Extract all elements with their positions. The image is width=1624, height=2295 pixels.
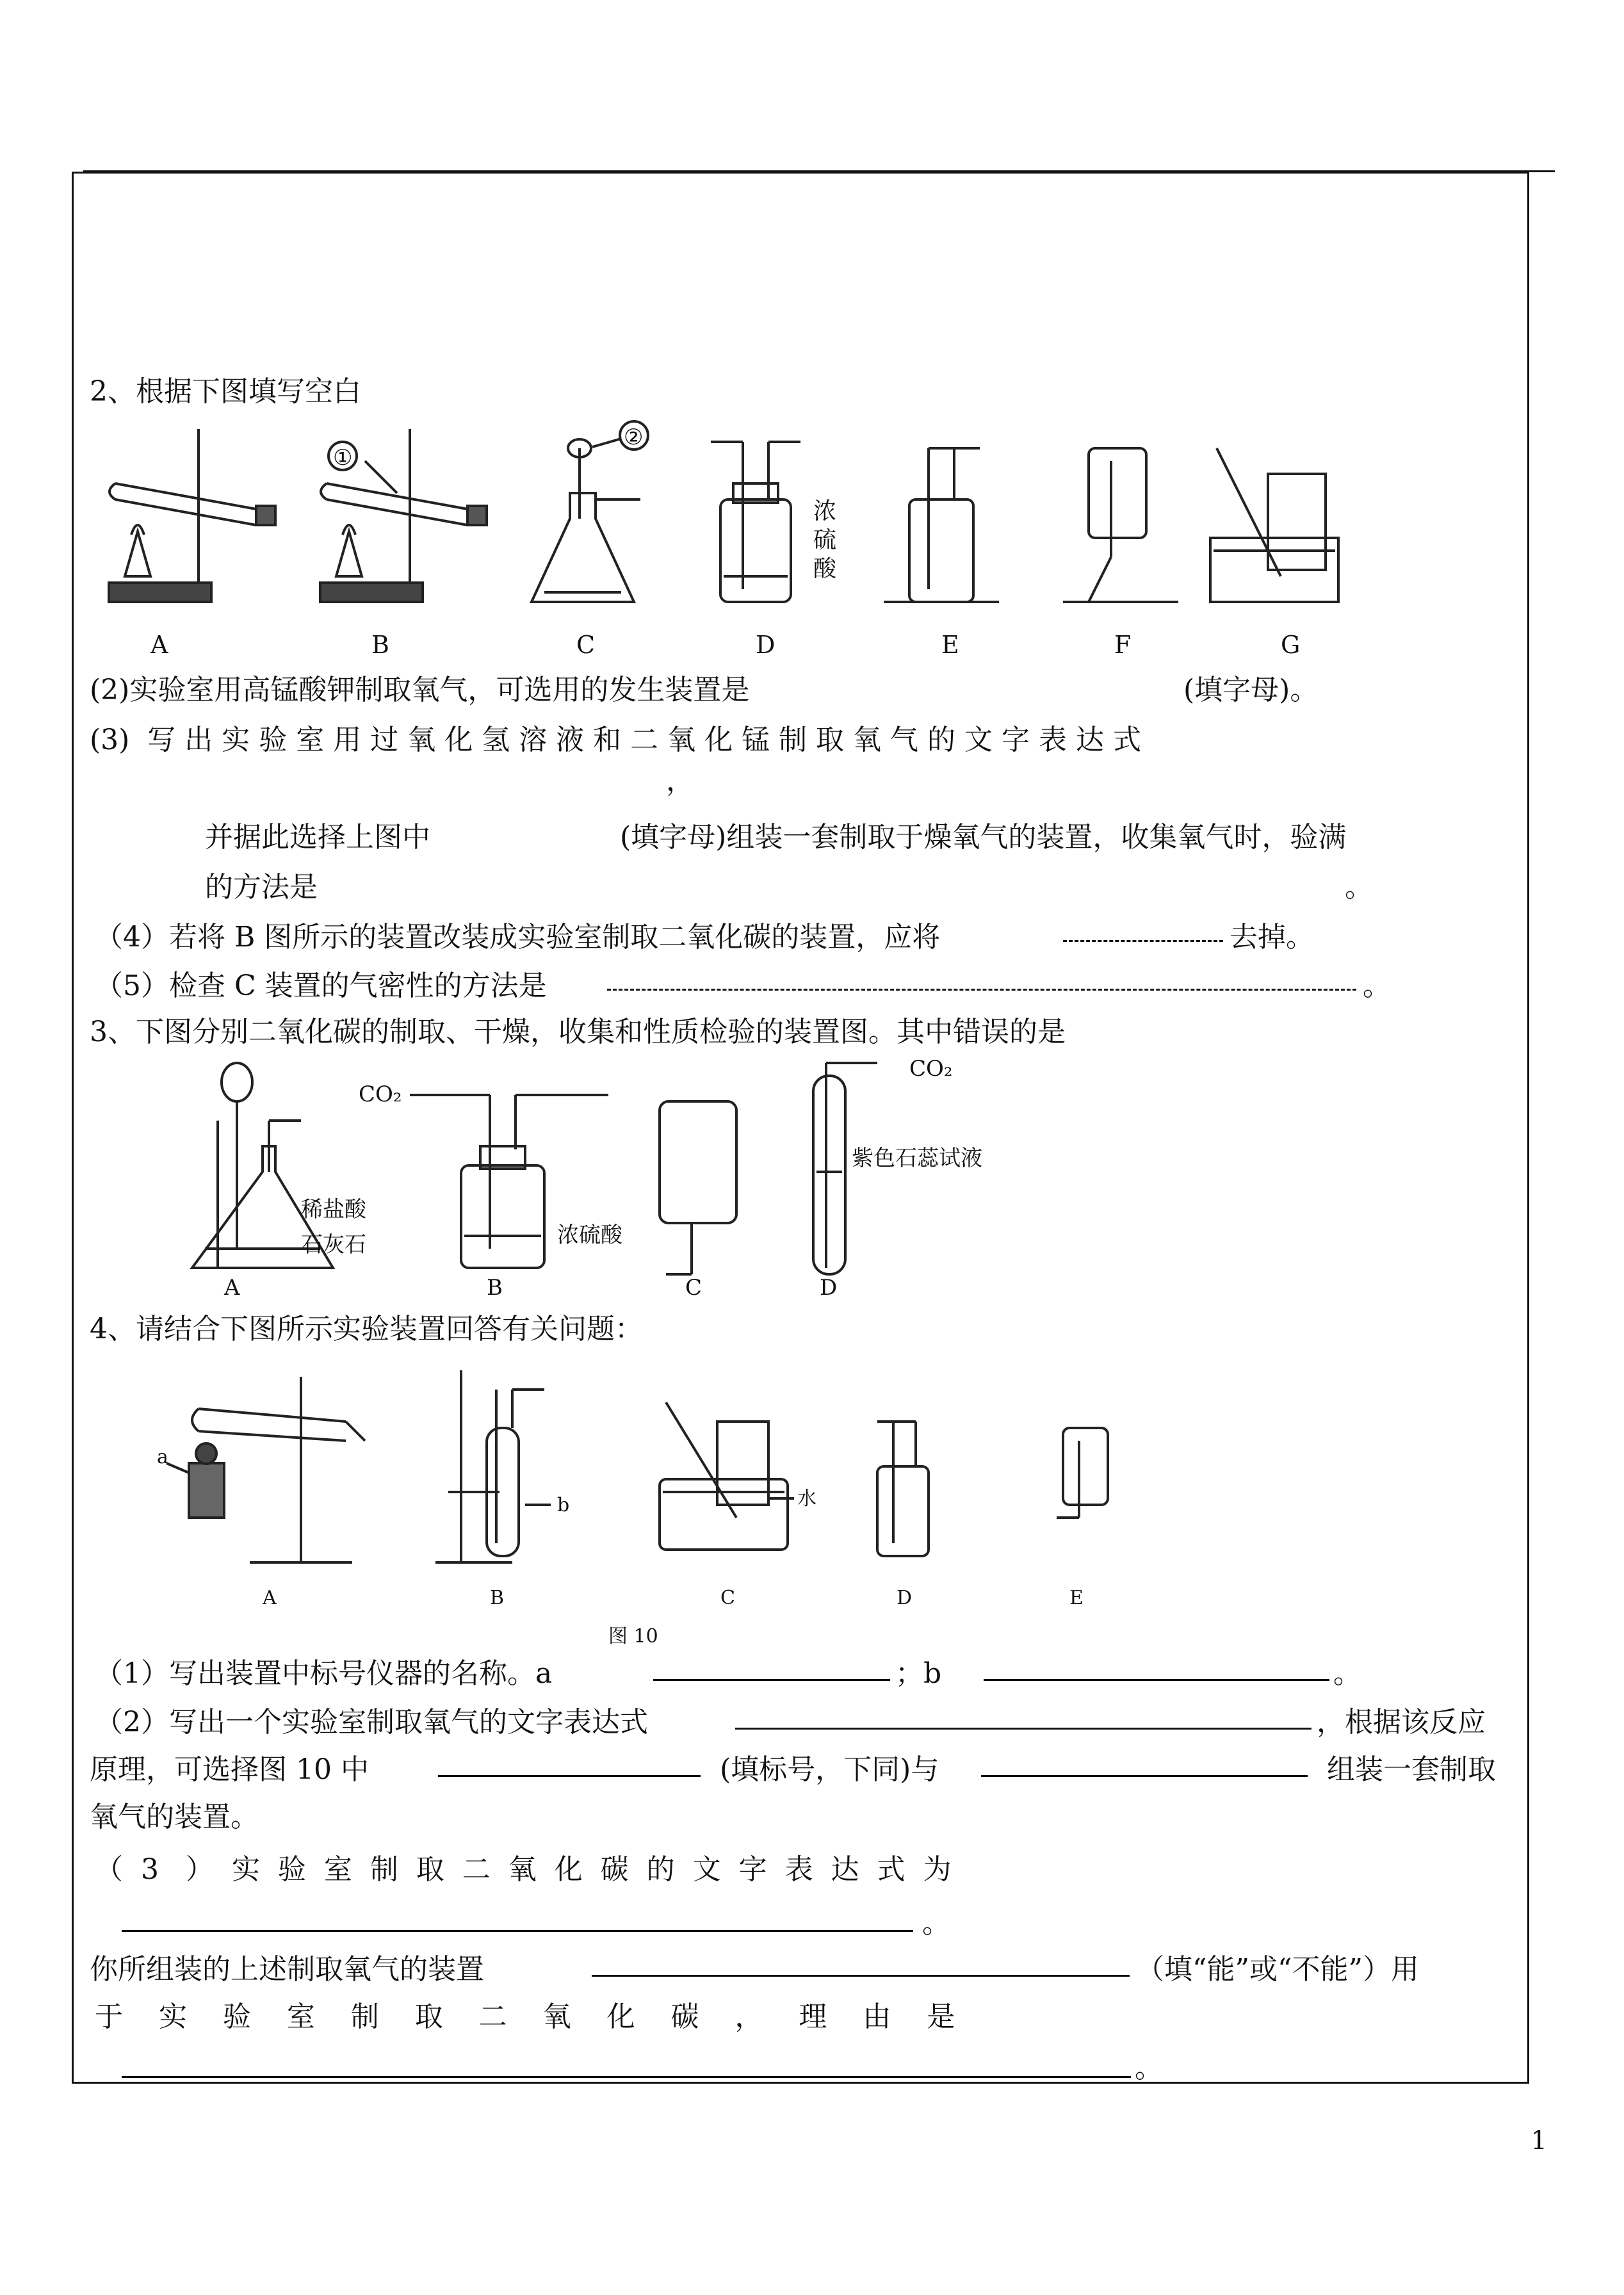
q2-part4-text: （4）若将 B 图所示的装置改装成实验室制取二氧化碳的装置，应将 bbox=[95, 921, 941, 953]
q4-s1-b: ；b bbox=[895, 1657, 942, 1690]
apparatus-g-water-trough bbox=[1210, 448, 1338, 602]
label-d: D bbox=[756, 631, 775, 659]
q2-part3-assemble: (填字母)组装一套制取于燥氧气的装置，收集氧气时，验满 bbox=[620, 821, 1347, 854]
q4-label-b: B bbox=[490, 1587, 505, 1609]
q4-s2-e: 组装一套制取 bbox=[1327, 1753, 1496, 1786]
q4-s1-end: 。 bbox=[1333, 1657, 1361, 1690]
q4-apparatus-a bbox=[166, 1377, 365, 1562]
q2-part4-blank[interactable] bbox=[1063, 940, 1223, 942]
q2-part5-text: （5）检查 C 装置的气密性的方法是 bbox=[95, 969, 547, 1002]
q4-s2-b: ，根据该反应 bbox=[1317, 1706, 1486, 1739]
q4-label-a: A bbox=[263, 1587, 277, 1609]
q4-apparatus-d bbox=[877, 1422, 929, 1556]
q4-s2-f: 氧气的装置。 bbox=[90, 1801, 259, 1833]
q4-s3-e: 于 实 验 室 制 取 二 氧 化 碳 ， 理 由 是 bbox=[95, 2000, 955, 2033]
page-number: 1 bbox=[1531, 2126, 1547, 2155]
q4-s3-text: （ 3 ） 实 验 室 制 取 二 氧 化 碳 的 文 字 表 达 式 为 bbox=[95, 1853, 952, 1886]
q3-hcl: 稀盐酸 bbox=[301, 1197, 366, 1222]
q2-part3-comma: ， bbox=[666, 765, 694, 797]
q3-co2-in: CO₂ bbox=[359, 1082, 402, 1107]
q4-s3-blank-equation[interactable] bbox=[122, 1930, 913, 1932]
q4-s3-d: （填“能”或“不能”）用 bbox=[1136, 1953, 1419, 1986]
q4-s3-f: 。 bbox=[1135, 2052, 1163, 2084]
q3-label-a: A bbox=[224, 1275, 240, 1301]
collection-bottle-c bbox=[660, 1101, 736, 1274]
q2-part3-end: 。 bbox=[1345, 871, 1373, 904]
q3-label-b: B bbox=[487, 1275, 503, 1301]
q4-marker-b: b bbox=[557, 1494, 570, 1516]
q4-s3-blank-can[interactable] bbox=[592, 1975, 1130, 1977]
q4-apparatus-c-water-trough bbox=[660, 1402, 794, 1550]
q4-apparatus-b bbox=[435, 1370, 551, 1562]
q2-part2-suffix: (填字母)。 bbox=[1183, 674, 1319, 706]
q4-water: 水 bbox=[797, 1488, 816, 1510]
q4-s1-text: （1）写出装置中标号仪器的名称。a bbox=[95, 1657, 553, 1690]
q3-h2so4: 浓硫酸 bbox=[557, 1222, 622, 1248]
q4-s1-blank-b[interactable] bbox=[984, 1679, 1329, 1681]
q4-s2-blank-equation[interactable] bbox=[735, 1728, 1311, 1730]
label-a: A bbox=[150, 631, 168, 659]
q3-limestone: 石灰石 bbox=[301, 1232, 366, 1258]
q4-s3-c: 你所组装的上述制取氧气的装置 bbox=[90, 1953, 484, 1986]
d-text-2: 硫 bbox=[813, 527, 837, 553]
apparatus-d-wash-bottle bbox=[711, 442, 800, 602]
apparatus-a-heating-tube bbox=[109, 429, 275, 602]
q4-apparatus-figure bbox=[128, 1351, 1140, 1648]
q4-s1-blank-a[interactable] bbox=[653, 1679, 890, 1681]
label-g: G bbox=[1281, 631, 1301, 659]
q4-label-c: C bbox=[720, 1587, 735, 1609]
q4-apparatus-e bbox=[1057, 1428, 1108, 1518]
q3-co2-d: CO₂ bbox=[909, 1056, 953, 1082]
q4-s3-b: 。 bbox=[922, 1907, 950, 1940]
q3-label-d: D bbox=[820, 1275, 838, 1301]
q4-figure-caption: 图 10 bbox=[608, 1625, 658, 1648]
label-f: F bbox=[1114, 631, 1132, 659]
label-c: C bbox=[576, 631, 596, 659]
q4-s2-c: 原理，可选择图 10 中 bbox=[90, 1753, 369, 1786]
q2-title: 2、根据下图填写空白 bbox=[90, 375, 361, 408]
q4-s2-blank-generator[interactable] bbox=[438, 1775, 701, 1777]
apparatus-e-gas-jar bbox=[884, 448, 999, 602]
q2-part5-blank[interactable] bbox=[607, 989, 1356, 991]
q4-title: 4、请结合下图所示实验装置回答有关问题： bbox=[90, 1313, 643, 1345]
q2-apparatus-figure bbox=[90, 410, 1370, 666]
q2-part4-suffix: 去掉。 bbox=[1230, 921, 1314, 953]
q4-s2-blank-collector[interactable] bbox=[981, 1775, 1308, 1777]
q2-part3-method: 的方法是 bbox=[205, 871, 318, 904]
q2-part2-text: (2)实验室用高锰酸钾制取氧气，可选用的发生装置是 bbox=[90, 674, 750, 706]
apparatus-f-inverted-jar bbox=[1063, 448, 1178, 602]
q2-part3-text: (3) 写 出 实 验 室 用 过 氧 化 氢 溶 液 和 二 氧 化 锰 制 取 氧 气 的 文 字 表 达 式 bbox=[90, 724, 1141, 756]
q4-marker-a: a bbox=[157, 1446, 168, 1468]
q4-label-d: D bbox=[897, 1587, 913, 1609]
q3-title: 3、下图分别二氧化碳的制取、干燥，收集和性质检验的装置图。其中错误的是 bbox=[90, 1016, 1066, 1048]
d-text-1: 浓 bbox=[813, 498, 837, 524]
d-text-3: 酸 bbox=[813, 556, 837, 582]
q4-label-e: E bbox=[1069, 1587, 1084, 1609]
q2-part5-suffix: 。 bbox=[1363, 969, 1391, 1002]
marker-1: ① bbox=[333, 445, 353, 471]
marker-2: ② bbox=[624, 425, 644, 450]
label-b: B bbox=[371, 631, 389, 659]
q2-part3-choose: 并据此选择上图中 bbox=[205, 821, 430, 854]
q4-s3-blank-reason[interactable] bbox=[122, 2076, 1131, 2078]
label-e: E bbox=[941, 631, 959, 659]
q3-label-c: C bbox=[685, 1275, 702, 1301]
q3-apparatus-figure bbox=[166, 1057, 1025, 1300]
q4-s2-d: (填标号，下同)与 bbox=[720, 1753, 939, 1786]
q3-litmus: 紫色石蕊试液 bbox=[852, 1146, 982, 1171]
q4-s2-text: （2）写出一个实验室制取氧气的文字表达式 bbox=[95, 1706, 648, 1739]
